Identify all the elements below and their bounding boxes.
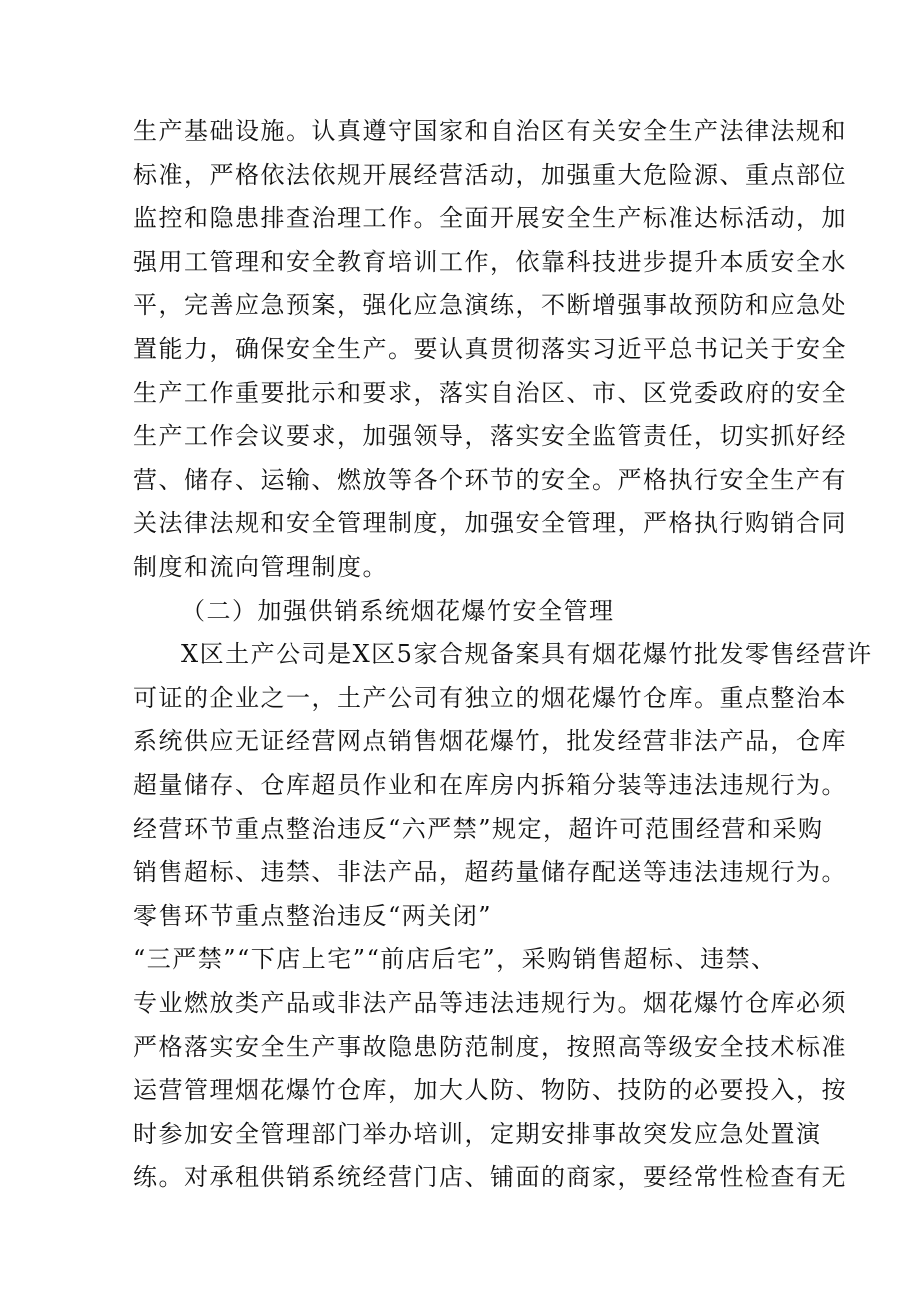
paragraph-line: 可证的企业之一，土产公司有独立的烟花爆竹仓库。重点整治本 [133, 684, 847, 712]
paragraph-line: X区土产公司是X区5家合规备案具有烟花爆竹批发零售经营许 [181, 640, 873, 668]
paragraph-line: 练。对承租供销系统经营门店、铺面的商家，要经常性检查有无 [133, 1163, 847, 1191]
paragraph-line: 销售超标、违禁、非法产品，超药量储存配送等违法违规行为。 [133, 858, 847, 886]
section-heading: （二）加强供销系统烟花爆竹安全管理 [181, 597, 615, 625]
paragraph-line: 置能力，确保安全生产。要认真贯彻落实习近平总书记关于安全 [133, 335, 847, 363]
paragraph-line: 强用工管理和安全教育培训工作，依靠科技进步提升本质安全水 [133, 248, 847, 276]
paragraph-line: 专业燃放类产品或非法产品等违法违规行为。烟花爆竹仓库必须 [133, 989, 847, 1017]
paragraph-line: 生产基础设施。认真遵守国家和自治区有关安全生产法律法规和 [133, 117, 847, 145]
paragraph-line: 生产工作会议要求，加强领导，落实安全监管责任，切实抓好经 [133, 422, 847, 450]
paragraph-line: 严格落实安全生产事故隐患防范制度，按照高等级安全技术标准 [133, 1033, 847, 1061]
paragraph-line: 制度和流向管理制度。 [133, 553, 388, 581]
paragraph-line: 标准，严格依法依规开展经营活动，加强重大危险源、重点部位 [133, 161, 847, 189]
paragraph-line: 营、储存、运输、燃放等各个环节的安全。严格执行安全生产有 [133, 466, 847, 494]
paragraph-line: 监控和隐患排查治理工作。全面开展安全生产标准达标活动，加 [133, 204, 847, 232]
paragraph-line: 平，完善应急预案，强化应急演练，不断增强事故预防和应急处 [133, 291, 847, 319]
paragraph-line: 经营环节重点整治违反“六严禁”规定，超许可范围经营和采购 [133, 815, 824, 843]
paragraph-line: “三严禁”“下店上宅”“前店后宅”，采购销售超标、违禁、 [133, 945, 777, 973]
paragraph-line: 关法律法规和安全管理制度，加强安全管理，严格执行购销合同 [133, 509, 847, 537]
paragraph-line: 系统供应无证经营网点销售烟花爆竹，批发经营非法产品，仓库 [133, 727, 847, 755]
paragraph-line: 零售环节重点整治违反“两关闭” [133, 902, 493, 930]
paragraph-line: 运营管理烟花爆竹仓库，加大人防、物防、技防的必要投入，按 [133, 1076, 847, 1104]
paragraph-line: 时参加安全管理部门举办培训，定期安排事故突发应急处置演 [133, 1120, 822, 1148]
paragraph-line: 超量储存、仓库超员作业和在库房内拆箱分装等违法违规行为。 [133, 771, 847, 799]
paragraph-line: 生产工作重要批示和要求，落实自治区、市、区党委政府的安全 [133, 379, 847, 407]
